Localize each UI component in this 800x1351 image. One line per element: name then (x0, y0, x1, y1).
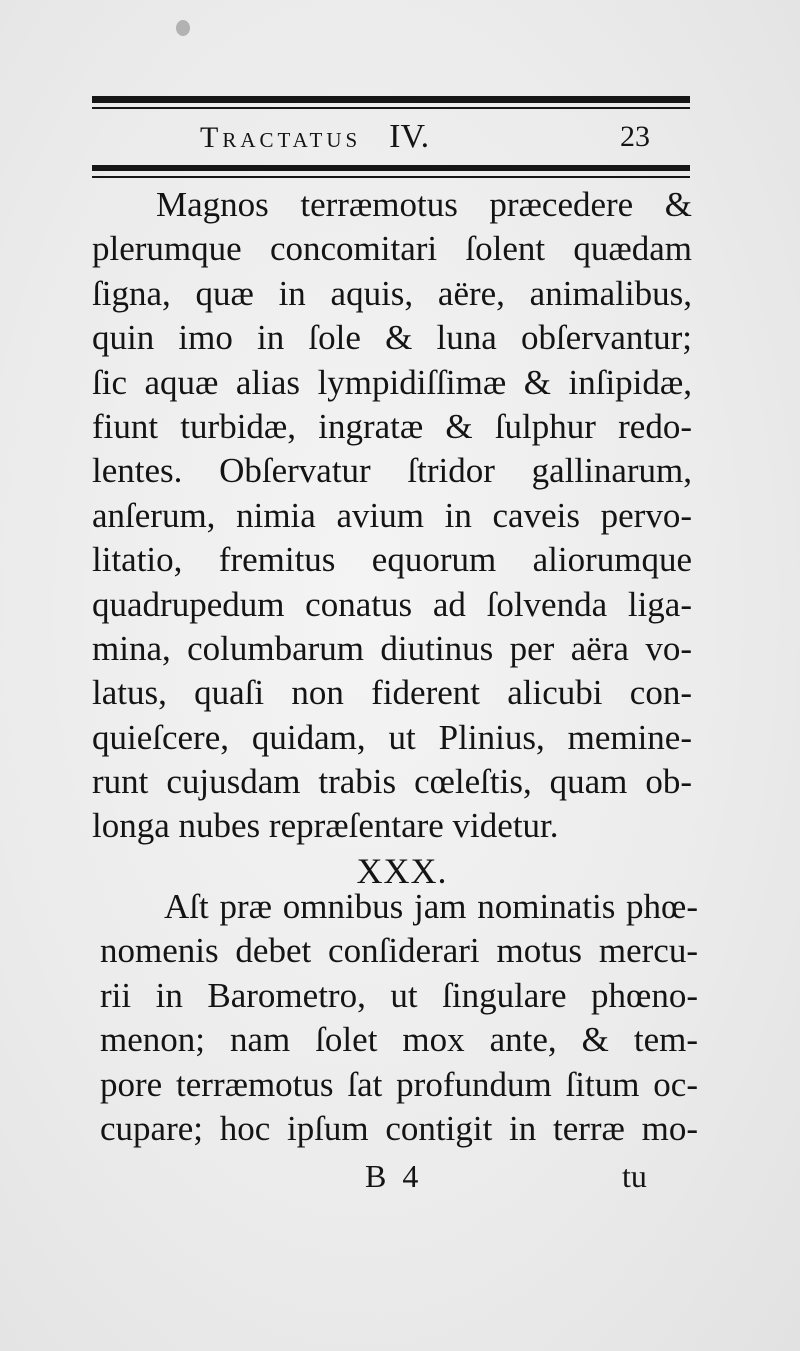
ink-spot (176, 20, 190, 36)
text-line: runt cujusdam trabis cœleſtis, quam ob- (92, 762, 692, 802)
part-numeral: IV. (389, 118, 430, 155)
paragraph-2 (100, 885, 698, 1151)
catchword: tu (622, 1158, 647, 1194)
text-line: ſigna, quæ in aquis, aëre, animalibus, (92, 273, 692, 313)
text-line: ſic aquæ alias lympidiſſimæ & inſipidæ, (92, 362, 692, 402)
text-line: latus, quaſi non fiderent alicubi con- (92, 673, 692, 713)
signature-mark: B 4 (365, 1158, 423, 1194)
text-line: pore terræmotus ſat profundum ſitum oc- (100, 1064, 698, 1104)
running-title (200, 118, 429, 156)
page-footer (0, 1158, 800, 1198)
text-line: litatio, fremitus equorum aliorumque (92, 540, 692, 580)
text-line: fiunt turbidæ, ingratæ & ſulphur redo- (92, 406, 692, 446)
text-line: Magnos terræmotus præcedere & (156, 185, 692, 224)
text-line: rii in Barometro, ut ſingulare phœno- (100, 975, 698, 1015)
text-line: cupare; hoc ipſum contigit in terræ mo- (100, 1108, 698, 1148)
text-line: menon; nam ſolet mox ante, & tem- (100, 1020, 698, 1060)
text-line: plerumque concomitari ſolent quædam (92, 229, 692, 269)
text-line: quadrupedum conatus ad ſolvenda liga- (92, 584, 692, 624)
text-line: anſerum, nimia avium in caveis pervo- (92, 495, 692, 535)
text-line: mina, columbarum diutinus per aëra vo- (92, 628, 692, 668)
paragraph-1 (92, 183, 692, 893)
header-rule-bottom (92, 165, 690, 171)
section-heading: XXX. (356, 850, 448, 891)
header-rule-top (92, 96, 690, 103)
text-line: nomenis debet conſiderari motus mercu- (100, 931, 698, 971)
running-title-text: Tractatus (200, 121, 362, 154)
text-line: lentes. Obſervatur ſtridor gallinarum, (92, 451, 692, 491)
text-line: quieſcere, quidam, ut Plinius, meminе- (92, 717, 692, 757)
text-line: quin imo in ſole & luna obſervantur; (92, 318, 692, 358)
header-rule-top-thin (92, 107, 690, 109)
page-number: 23 (620, 120, 650, 153)
text-line: longa nubes repræſentare videtur. (92, 806, 559, 846)
header-rule-bottom-thin (92, 176, 690, 178)
text-line: Aſt præ omnibus jam nominatis phœ- (164, 887, 698, 926)
